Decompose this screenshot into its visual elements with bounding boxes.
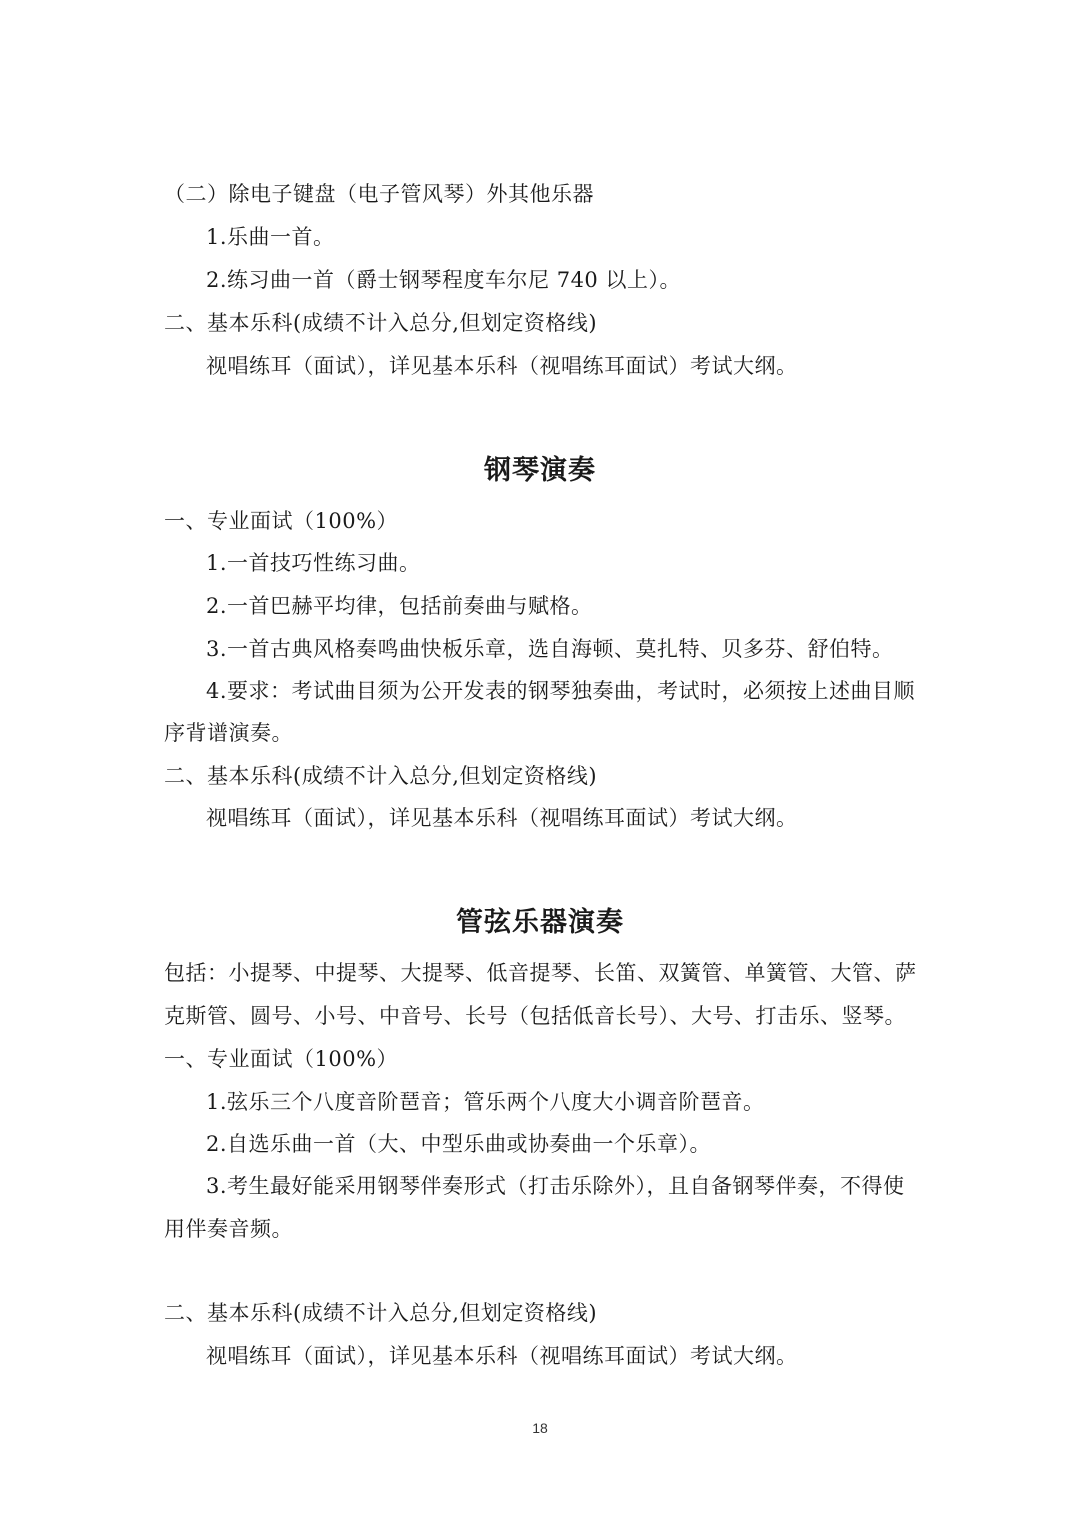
basic-subject-heading: 二、基本乐科(成绩不计入总分,但划定资格线)	[164, 1301, 598, 1325]
list-item: 2.一首巴赫平均律，包括前奏曲与赋格。	[206, 594, 593, 618]
basic-subject-heading: 二、基本乐科(成绩不计入总分,但划定资格线)	[164, 764, 598, 788]
list-item: 4.要求：考试曲目须为公开发表的钢琴独奏曲，考试时，必须按上述曲目顺	[206, 679, 916, 703]
basic-subject-text: 视唱练耳（面试），详见基本乐科（视唱练耳面试）考试大纲。	[206, 1344, 798, 1368]
list-item: 3.考生最好能采用钢琴伴奏形式（打击乐除外），且自备钢琴伴奏，不得使	[206, 1174, 905, 1198]
professional-interview-heading: 一、专业面试（100%）	[164, 1047, 399, 1071]
page-number: 18	[532, 1420, 548, 1436]
professional-interview-heading: 一、专业面试（100%）	[164, 509, 399, 533]
list-item: 1.一首技巧性练习曲。	[206, 551, 421, 575]
instrument-list: 包括：小提琴、中提琴、大提琴、低音提琴、长笛、双簧管、单簧管、大管、萨	[164, 961, 917, 985]
basic-subject-heading: 二、基本乐科(成绩不计入总分,但划定资格线)	[164, 311, 598, 335]
basic-subject-text: 视唱练耳（面试），详见基本乐科（视唱练耳面试）考试大纲。	[206, 806, 798, 830]
list-item-continuation: 用伴奏音频。	[164, 1217, 293, 1241]
instrument-list-continuation: 克斯管、圆号、小号、中音号、长号（包括低音长号）、大号、打击乐、竖琴。	[164, 1004, 906, 1028]
list-item: 1.乐曲一首。	[206, 225, 335, 249]
sub-heading-other-instruments: （二）除电子键盘（电子管风琴）外其他乐器	[164, 182, 594, 206]
list-item-continuation: 序背谱演奏。	[164, 721, 293, 745]
list-item: 2.练习曲一首（爵士钢琴程度车尔尼 740 以上）。	[206, 268, 681, 292]
list-item: 3.一首古典风格奏鸣曲快板乐章，选自海顿、莫扎特、贝多芬、舒伯特。	[206, 637, 894, 661]
list-item: 2.自选乐曲一首（大、中型乐曲或协奏曲一个乐章）。	[206, 1132, 712, 1156]
basic-subject-text: 视唱练耳（面试），详见基本乐科（视唱练耳面试）考试大纲。	[206, 354, 798, 378]
list-item: 1.弦乐三个八度音阶琶音；管乐两个八度大小调音阶琶音。	[206, 1090, 765, 1114]
section-title-orchestral: 管弦乐器演奏	[456, 907, 624, 938]
section-title-piano: 钢琴演奏	[484, 455, 596, 486]
